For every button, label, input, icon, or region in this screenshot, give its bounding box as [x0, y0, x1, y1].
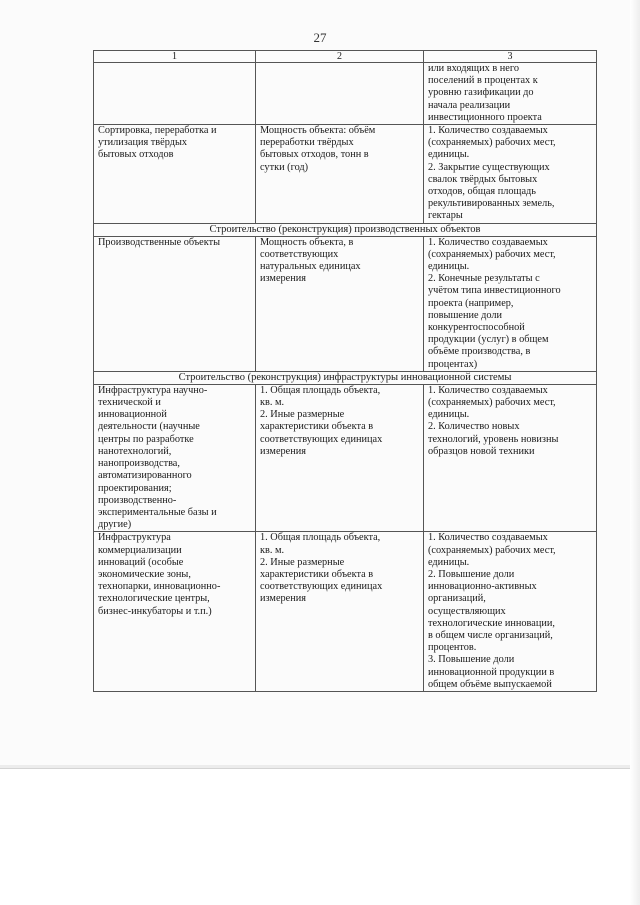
cell-text-line: экономические зоны, [98, 568, 191, 580]
cell-text-line: автоматизированного [98, 470, 192, 482]
cell-text-line: утилизация твёрдых [98, 137, 188, 149]
section-title: Строительство (реконструкция) производственных объектов [94, 223, 597, 236]
table-cell-col1 [94, 532, 256, 692]
cell-text-line: рекультивированных земель, [428, 198, 555, 210]
table-row [94, 63, 597, 125]
cell-text-line: 2. Количество новых [428, 421, 520, 433]
cell-text-line: осуществляющих [428, 605, 506, 617]
page-number: 27 [313, 30, 327, 45]
cell-text-line: деятельности (научные [98, 421, 200, 433]
cell-text-line: технологические инновации, [428, 617, 555, 629]
cell-text-line: 2. Иные размерные [260, 409, 345, 421]
cell-text-line: 2. Повышение доли [428, 568, 515, 580]
cell-text-line: 3. Повышение доли [428, 654, 515, 666]
cell-text-line: измерения [260, 445, 306, 457]
cell-text-line: организаций, [428, 593, 486, 605]
table-row [94, 384, 597, 531]
table-row [94, 125, 597, 224]
cell-text-line: кв. м. [260, 397, 285, 409]
cell-text-line: (сохраняемых) рабочих мест, [428, 544, 556, 556]
cell-text-line: продукции (услуг) в общем [428, 334, 549, 346]
cell-text-line: измерения [260, 273, 306, 285]
table-cell-col3 [424, 236, 597, 371]
cell-text-line: общем объёме выпускаемой [428, 678, 552, 690]
page-edge [630, 0, 640, 905]
table-cell-col2 [256, 63, 424, 125]
cell-text-line: Сортировка, переработка и [98, 125, 217, 137]
cell-text-line: технической и [98, 397, 161, 409]
table-cell-col2 [256, 236, 424, 371]
table-row [94, 532, 597, 692]
cell-text-line: единицы. [428, 556, 470, 568]
cell-text-line: свалок твёрдых бытовых [428, 173, 538, 185]
table-header-row [94, 51, 597, 63]
cell-text-line: 2. Закрытие существующих [428, 161, 550, 173]
cell-text-line: начала реализации [428, 99, 511, 111]
table-section-row [94, 223, 597, 236]
cell-text-line: Инфраструктура [98, 532, 171, 544]
cell-text-line: объёме производства, в [428, 346, 531, 358]
cell-text-line: бытовых отходов, тонн в [260, 149, 369, 161]
cell-text-line: учётом типа инвестиционного [428, 285, 561, 297]
cell-text-line: конкурентоспособной [428, 322, 525, 334]
cell-text-line: 1. Общая площадь объекта, [260, 532, 381, 544]
cell-text-line: натуральных единицах [260, 261, 361, 273]
cell-text-line: соответствующих единицах [260, 581, 383, 593]
table-cell-col2 [256, 384, 424, 531]
cell-text-line: (сохраняемых) рабочих мест, [428, 248, 556, 260]
cell-text-line: кв. м. [260, 544, 285, 556]
cell-text-line: инновационной продукции в [428, 666, 555, 678]
cell-text-line: нанопроизводства, [98, 458, 180, 470]
cell-text-line: Инфраструктура научно- [98, 384, 208, 396]
cell-text-line: 1. Количество создаваемых [428, 384, 548, 396]
cell-text-line: (сохраняемых) рабочих мест, [428, 137, 556, 149]
table-cell-col3 [424, 532, 597, 692]
cell-text-line: 1. Количество создаваемых [428, 532, 548, 544]
cell-text-line: Производственные объекты [98, 236, 221, 248]
cell-text-line: технологические центры, [98, 593, 210, 605]
cell-text-line: единицы. [428, 261, 470, 273]
cell-text-line: характеристики объекта в [260, 568, 374, 580]
cell-text-line: соответствующих [260, 248, 339, 260]
cell-text-line: Мощность объекта, в [260, 236, 354, 248]
cell-text-line: соответствующих единицах [260, 433, 383, 445]
cell-text-line: бытовых отходов [98, 149, 174, 161]
table-cell-col1 [94, 125, 256, 224]
cell-text-line: центры по разработке [98, 433, 194, 445]
table-row [94, 236, 597, 371]
cell-text-line: 2. Конечные результаты с [428, 273, 540, 285]
table-cell-col1 [94, 384, 256, 531]
cell-text-line: инвестиционного проекта [428, 111, 542, 123]
cell-text-line: коммерциализации [98, 544, 182, 556]
cell-text-line: Мощность объекта: объём [260, 125, 376, 137]
cell-text-line: 2. Иные размерные [260, 556, 345, 568]
cell-text-line: производственно- [98, 494, 177, 506]
cell-text-line: характеристики объекта в [260, 421, 374, 433]
indicators-table [93, 50, 597, 692]
cell-text-line: поселений в процентах к [428, 75, 538, 87]
column-header-1: 1 [94, 51, 256, 63]
table-cell-col2 [256, 532, 424, 692]
table-cell-col3 [424, 125, 597, 224]
cell-text-line: переработки твёрдых [260, 137, 354, 149]
cell-text-line: (сохраняемых) рабочих мест, [428, 397, 556, 409]
table-body [94, 51, 597, 692]
column-header-2: 2 [256, 51, 424, 63]
cell-text-line: процентах) [428, 358, 478, 370]
cell-text-line: 1. Количество создаваемых [428, 125, 548, 137]
column-header-3: 3 [424, 51, 597, 63]
table-cell-col2 [256, 125, 424, 224]
cell-text-line: инновационной [98, 409, 167, 421]
cell-text-line: единицы. [428, 149, 470, 161]
table-cell-col3 [424, 63, 597, 125]
table-cell-col1 [94, 236, 256, 371]
cell-text-line: 1. Общая площадь объекта, [260, 384, 381, 396]
cell-text-line: бизнес-инкубаторы и т.п.) [98, 605, 212, 617]
cell-text-line: или входящих в него [428, 63, 519, 74]
cell-text-line: 1. Количество создаваемых [428, 236, 548, 248]
cell-text-line: экспериментальные базы и [98, 506, 217, 518]
cell-text-line: единицы. [428, 409, 470, 421]
cell-text-line: инноваций (особые [98, 556, 184, 568]
cell-text-line: инновационно-активных [428, 581, 537, 593]
cell-text-line: гектары [428, 210, 463, 222]
cell-text-line: процентов. [428, 642, 477, 654]
cell-text-line: в общем числе организаций, [428, 629, 553, 641]
cell-text-line: сутки (год) [260, 161, 309, 173]
cell-text-line: проектирования; [98, 482, 172, 494]
cell-text-line: измерения [260, 593, 306, 605]
cell-text-line: проекта (например, [428, 297, 514, 309]
cell-text-line: образцов новой техники [428, 445, 535, 457]
cell-text-line: повышение доли [428, 309, 503, 321]
cell-text-line: отходов, общая площадь [428, 186, 536, 198]
cell-text-line: технопарки, инновационно- [98, 581, 221, 593]
table-section-row [94, 371, 597, 384]
cell-text-line: технологий, уровень новизны [428, 433, 559, 445]
cell-text-line: уровню газификации до [428, 87, 534, 99]
table-cell-col3 [424, 384, 597, 531]
cell-text-line: нанотехнологий, [98, 445, 172, 457]
table-cell-col1 [94, 63, 256, 125]
cell-text-line: другие) [98, 519, 132, 531]
section-title: Строительство (реконструкция) инфраструктуры инновационной системы [94, 371, 597, 384]
